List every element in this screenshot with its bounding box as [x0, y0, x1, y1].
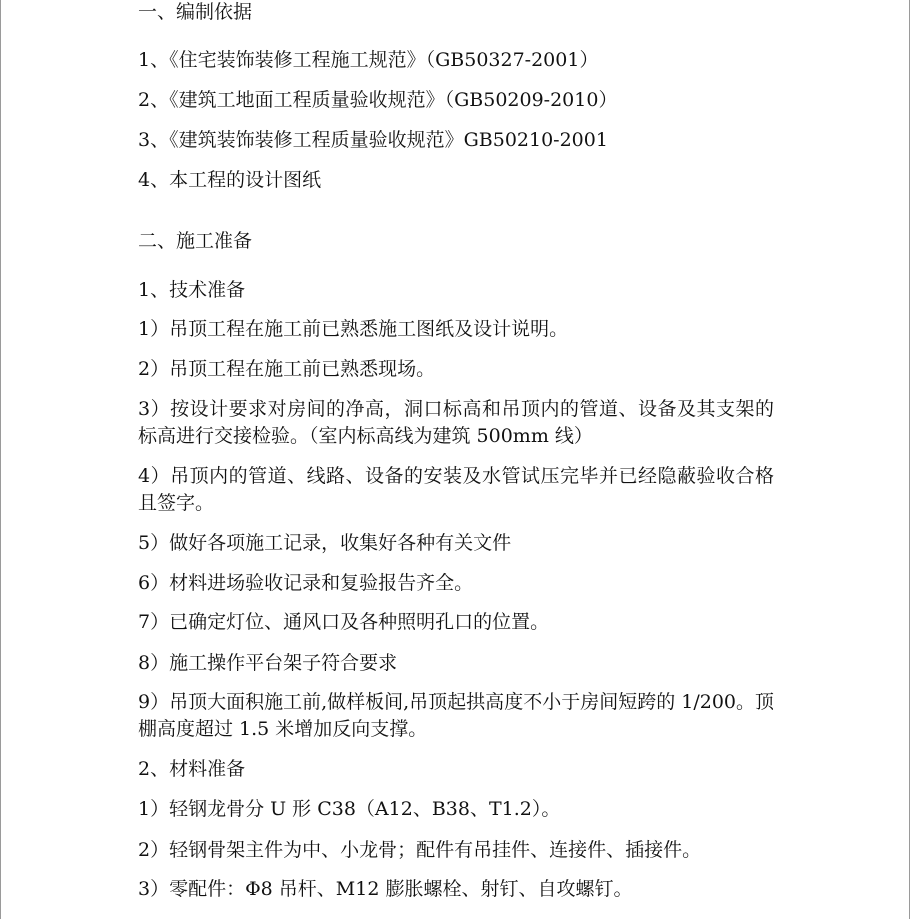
basis-item-1: 1、《住宅装饰装修工程施工规范》（GB50327-2001）: [138, 49, 599, 71]
section-heading-basis: 一、编制依据: [138, 1, 253, 23]
material-item-2: 2）轻钢骨架主件为中、小龙骨；配件有吊挂件、连接件、插接件。: [138, 839, 702, 861]
subsection-heading-technical: 1、技术准备: [138, 279, 246, 301]
page-left-edge: [0, 0, 1, 919]
subsection-heading-materials: 2、材料准备: [138, 758, 246, 780]
basis-item-3: 3、《建筑装饰装修工程质量验收规范》GB50210-2001: [138, 129, 608, 151]
tech-item-8: 8）施工操作平台架子符合要求: [138, 652, 398, 674]
material-item-1: 1）轻钢龙骨分 U 形 C38（A12、B38、T1.2）。: [138, 798, 561, 820]
section-heading-preparation: 二、施工准备: [138, 230, 253, 252]
tech-item-4: 4）吊顶内的管道、线路、设备的安装及水管试压完毕并已经隐蔽验收合格且签字。: [138, 465, 774, 514]
material-item-3: 3）零配件：Φ8 吊杆、M12 膨胀螺栓、射钉、自攻螺钉。: [138, 878, 633, 900]
tech-item-3: 3）按设计要求对房间的净高，洞口标高和吊顶内的管道、设备及其支架的标高进行交接检验。（室内标高线为建筑 500mm 线）: [138, 398, 774, 447]
tech-item-5: 5）做好各项施工记录，收集好各种有关文件: [138, 532, 512, 554]
basis-item-2: 2、《建筑工地面工程质量验收规范》（GB50209-2010）: [138, 89, 618, 111]
tech-item-2: 2）吊顶工程在施工前已熟悉现场。: [138, 358, 436, 380]
tech-item-9: 9）吊顶大面积施工前,做样板间,吊顶起拱高度不小于房间短跨的 1/200。顶棚高度超过 1.5 米增加反向支撑。: [138, 691, 774, 740]
tech-item-6: 6）材料进场验收记录和复验报告齐全。: [138, 572, 474, 594]
basis-item-4: 4、本工程的设计图纸: [138, 169, 322, 191]
tech-item-7: 7）已确定灯位、通风口及各种照明孔口的位置。: [138, 611, 550, 633]
tech-item-1: 1）吊顶工程在施工前已熟悉施工图纸及设计说明。: [138, 318, 569, 340]
